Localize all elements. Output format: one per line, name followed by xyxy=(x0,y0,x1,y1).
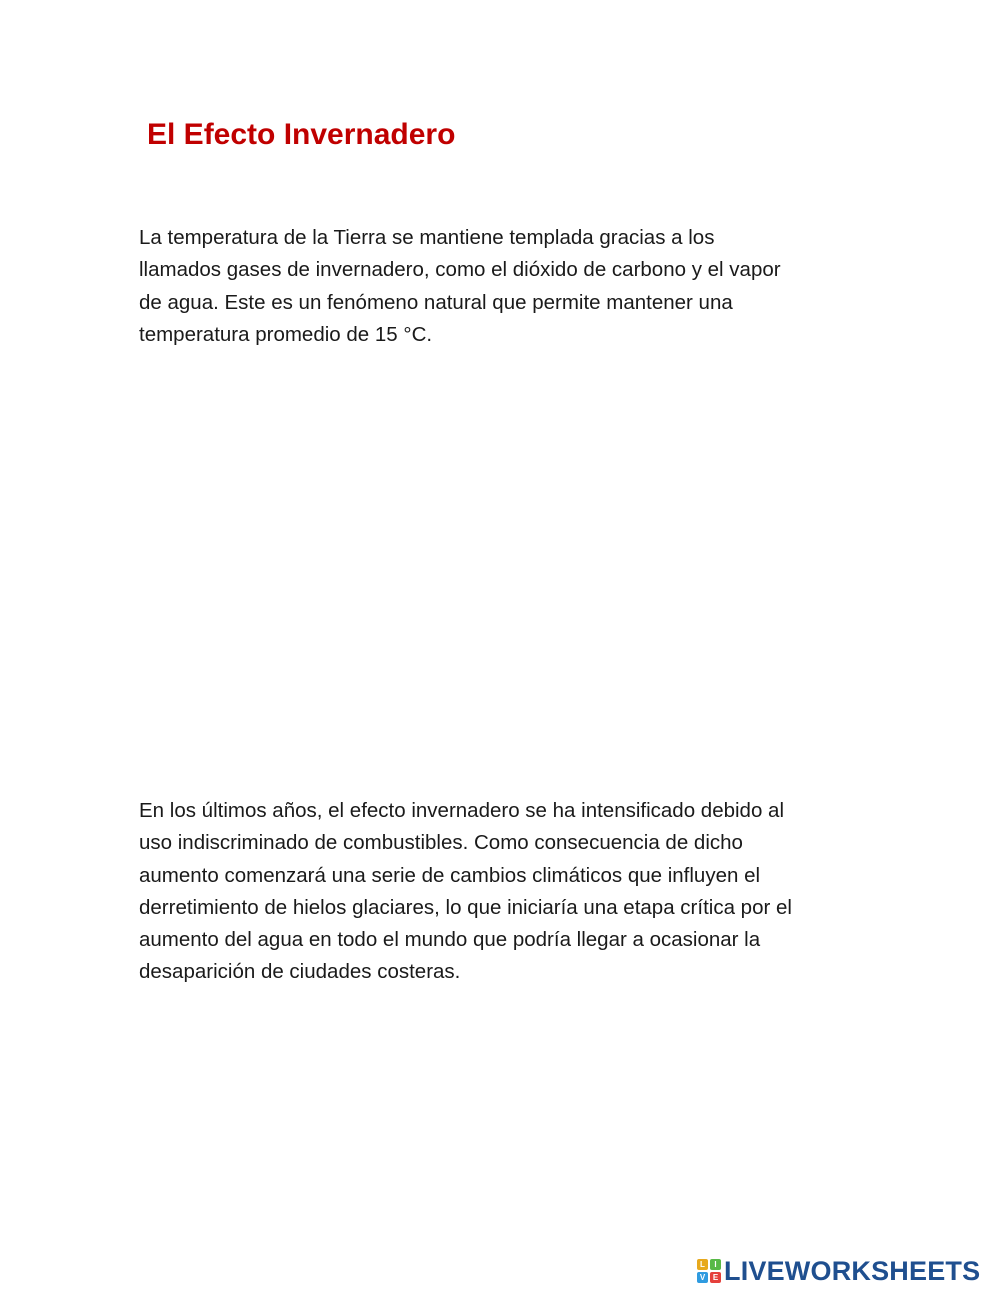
liveworksheets-logo xyxy=(697,1256,980,1286)
logo-letter-i: I xyxy=(710,1259,721,1270)
paragraph-consequences: En los últimos años, el efecto invernadero se ha intensificado debido al uso indiscriminado de combustibles. Como consecuencia de dicho aumento comenzará una serie de cambios climáticos que influyen el derretimiento de hielos glaciares, lo que iniciaría una etapa crítica por el aumento del agua en todo el mundo que podría llegar a ocasionar la desaparición de ciudades costeras. xyxy=(139,799,792,984)
document-title: El Efecto Invernadero xyxy=(147,118,456,151)
logo-letter-l: L xyxy=(697,1259,708,1270)
logo-icon xyxy=(697,1259,721,1283)
logo-letter-v: V xyxy=(697,1272,708,1283)
paragraph-intro: La temperatura de la Tierra se mantiene templada gracias a los llamados gases de invernadero, como el dióxido de carbono y el vapor de agua. Este es un fenómeno natural que permite mantener una temperatura promedio de 15 °C. xyxy=(139,226,781,346)
logo-wordmark: LIVEWORKSHEETS xyxy=(724,1255,981,1286)
logo-letter-e: E xyxy=(710,1272,721,1283)
